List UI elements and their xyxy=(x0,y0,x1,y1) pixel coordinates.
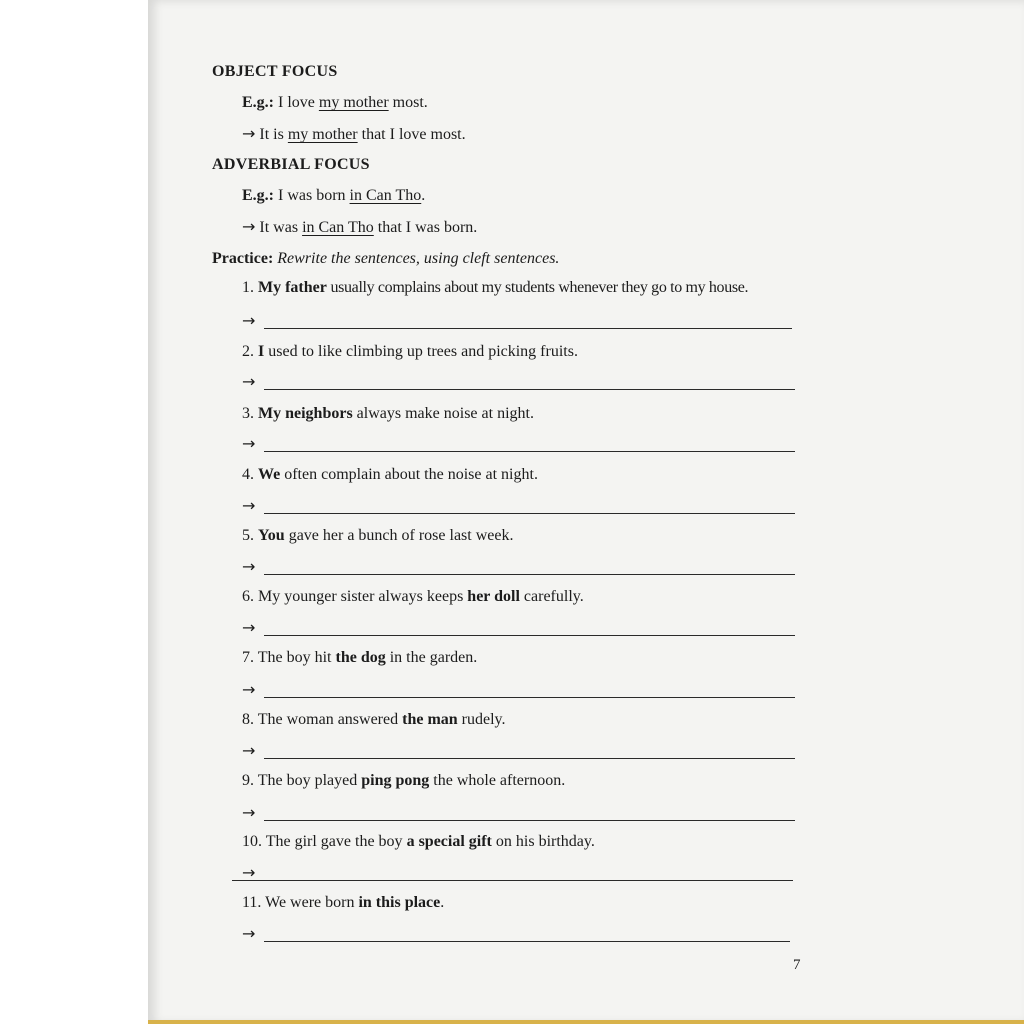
arrow-icon: → xyxy=(242,311,256,330)
exercise-item xyxy=(242,526,513,546)
item-number: 10. xyxy=(242,833,262,850)
arrow-icon: → xyxy=(242,217,256,236)
arrow-icon: → xyxy=(242,496,256,515)
item-number: 1. xyxy=(242,279,254,296)
answer-blank[interactable] xyxy=(264,635,795,636)
item-text: We were born xyxy=(261,894,359,911)
item-text: The boy hit xyxy=(254,649,336,666)
item-number: 11. xyxy=(242,894,262,911)
focus-word: My neighbors xyxy=(258,405,353,422)
arrow-icon: → xyxy=(242,803,256,822)
item-text: The girl gave the boy xyxy=(262,833,407,850)
object-focus-heading: OBJECT FOCUS xyxy=(212,63,338,80)
item-number: 9. xyxy=(242,772,254,789)
practice-instruction-text: Rewrite the sentences, using cleft sentences. xyxy=(273,250,560,267)
example-text: most. xyxy=(388,94,428,111)
item-number: 5. xyxy=(242,527,254,544)
arrow-icon: → xyxy=(242,618,256,637)
item-text: The boy played xyxy=(254,772,362,789)
example-label: E.g.: xyxy=(242,187,274,204)
arrow-icon: → xyxy=(242,372,256,391)
arrow-icon: → xyxy=(242,924,256,943)
item-number: 4. xyxy=(242,466,254,483)
arrow-icon: → xyxy=(242,124,256,143)
answer-blank[interactable] xyxy=(264,451,795,452)
exercise-item xyxy=(242,404,534,424)
item-number: 8. xyxy=(242,711,254,728)
focus-word: her doll xyxy=(467,588,520,605)
focus-phrase: my mother xyxy=(318,94,389,111)
exercise-item xyxy=(242,893,444,913)
result-text: that I was born. xyxy=(373,219,478,236)
arrow-icon: → xyxy=(242,557,256,576)
focus-word: a special gift xyxy=(406,833,492,850)
practice-label: Practice: xyxy=(212,250,274,267)
focus-word: You xyxy=(258,527,285,544)
item-text: The woman answered xyxy=(254,711,403,728)
arrow-icon: → xyxy=(242,863,256,882)
exercise-item xyxy=(242,832,595,852)
item-number: 7. xyxy=(242,649,254,666)
item-number: 3. xyxy=(242,405,254,422)
adverbial-focus-result xyxy=(242,217,477,238)
exercise-item xyxy=(242,587,584,607)
arrow-icon: → xyxy=(242,680,256,699)
exercise-item xyxy=(242,465,538,485)
practice-instruction xyxy=(212,249,559,269)
focus-word: ping pong xyxy=(361,772,430,789)
answer-blank[interactable] xyxy=(264,328,792,329)
example-text: . xyxy=(421,187,426,204)
item-text: in the garden. xyxy=(385,649,478,666)
focus-word: We xyxy=(258,466,281,483)
item-number: 2. xyxy=(242,343,254,360)
item-text: gave her a bunch of rose last week. xyxy=(284,527,514,544)
result-text: that I love most. xyxy=(357,126,466,143)
item-text: . xyxy=(440,894,445,911)
focus-phrase: in Can Tho xyxy=(349,187,422,204)
result-text: It was xyxy=(255,219,303,236)
focus-phrase: my mother xyxy=(287,126,358,143)
focus-word: the man xyxy=(402,711,458,728)
focus-word: the dog xyxy=(335,649,386,666)
exercise-item xyxy=(242,710,506,730)
answer-blank[interactable] xyxy=(264,941,790,942)
answer-blank[interactable] xyxy=(264,697,795,698)
item-text: usually complains about my students whenever they go to my house. xyxy=(326,279,749,296)
answer-blank[interactable] xyxy=(232,880,793,881)
item-text: always make noise at night. xyxy=(352,405,534,422)
arrow-icon: → xyxy=(242,434,256,453)
answer-blank[interactable] xyxy=(264,513,795,514)
item-text: on his birthday. xyxy=(491,833,595,850)
page-number: 7 xyxy=(793,957,801,973)
item-number: 6. xyxy=(242,588,254,605)
exercise-item xyxy=(242,648,477,668)
adverbial-focus-heading: ADVERBIAL FOCUS xyxy=(212,156,370,173)
adverbial-focus-example xyxy=(242,186,425,206)
answer-blank[interactable] xyxy=(264,758,795,759)
item-text: My younger sister always keeps xyxy=(254,588,468,605)
item-text: the whole afternoon. xyxy=(429,772,566,789)
focus-word: I xyxy=(258,343,265,360)
object-focus-example xyxy=(242,93,428,113)
focus-word: My father xyxy=(258,279,327,296)
example-text: I was born xyxy=(274,187,350,204)
example-label: E.g.: xyxy=(242,94,274,111)
exercise-item xyxy=(242,342,578,362)
object-focus-result xyxy=(242,124,466,145)
item-text: rudely. xyxy=(457,711,506,728)
example-text: I love xyxy=(274,94,319,111)
arrow-icon: → xyxy=(242,741,256,760)
exercise-item xyxy=(242,278,748,298)
result-text: It is xyxy=(255,126,288,143)
focus-phrase: in Can Tho xyxy=(302,219,374,236)
answer-blank[interactable] xyxy=(264,389,795,390)
answer-blank[interactable] xyxy=(264,574,795,575)
item-text: used to like climbing up trees and picking fruits. xyxy=(264,343,578,360)
focus-word: in this place xyxy=(358,894,441,911)
answer-blank[interactable] xyxy=(264,820,795,821)
item-text: often complain about the noise at night. xyxy=(280,466,538,483)
exercise-item xyxy=(242,771,565,791)
item-text: carefully. xyxy=(519,588,584,605)
